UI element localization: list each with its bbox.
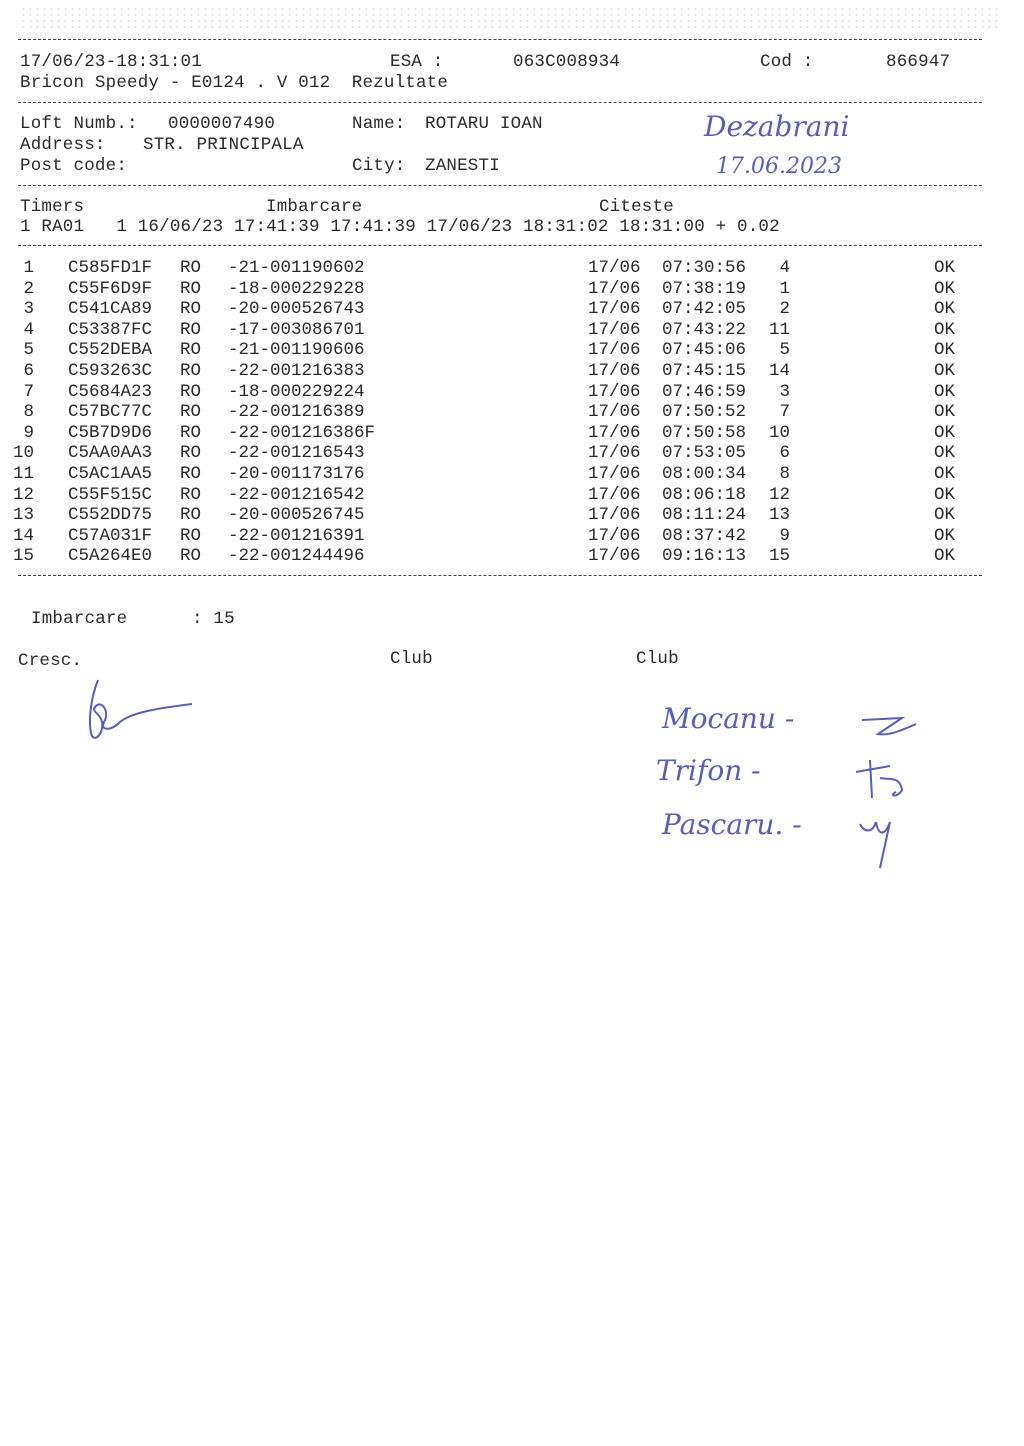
arrival-date: 17/06 [588,525,641,546]
table-row [0,505,1024,525]
device-line: Bricon Speedy - E0124 . V 012 Rezultate [20,73,449,93]
table-row [0,402,1024,422]
position: 14 [768,361,790,381]
row-number: 6 [23,361,34,381]
arrival-date: 17/06 [588,258,641,278]
status: OK [934,340,956,361]
status: OK [934,319,956,340]
row-number: 11 [12,464,34,484]
arrival-time: 07:50:58 [662,422,747,443]
country-code: RO [180,402,202,423]
ring-number: -20-001173176 [228,464,365,484]
cod-value: 866947 [886,52,951,72]
arrival-date: 17/06 [588,443,641,464]
status: OK [934,278,956,299]
ring-number: -21-001190602 [228,258,365,278]
arrival-date: 17/06 [588,464,641,484]
ring-number: -18-000229228 [228,278,365,299]
chip-id: C5B7D9D6 [68,422,153,443]
arrival-date: 17/06 [588,422,641,443]
chip-id: C585FD1F [68,258,153,278]
address-label: Address: [20,135,106,155]
arrival-time: 07:45:15 [662,361,747,381]
table-row [0,258,1024,278]
table-row [0,320,1024,340]
divider [18,185,982,186]
chip-id: C53387FC [68,319,153,340]
city-label: City: [352,156,406,176]
row-number: 4 [23,319,34,340]
city-value: ZANESTI [425,156,500,176]
imbarcare-summary-label: Imbarcare [31,609,128,629]
country-code: RO [180,278,202,299]
esa-label: ESA : [390,52,444,72]
arrival-date: 17/06 [588,402,641,423]
chip-id: C5AA0AA3 [68,443,153,464]
table-row [0,299,1024,319]
chip-id: C552DD75 [68,505,153,526]
club-signature-3: Pascaru. - [662,808,802,841]
status: OK [934,484,956,505]
position: 10 [768,422,790,443]
arrival-time: 07:46:59 [662,381,747,402]
club-signature-2: Trifon - [656,754,761,787]
status: OK [934,361,956,381]
ring-number: -20-000526745 [228,505,365,526]
position: 1 [779,278,790,299]
status: OK [934,464,956,484]
name-label: Name: [352,114,406,134]
cod-label: Cod : [760,52,814,72]
timer-line: 1 RA01 1 16/06/23 17:41:39 17:41:39 17/06/23 18:31:02 18:31:00 + 0.02 [20,217,780,237]
print-datetime: 17/06/23-18:31:01 [20,52,202,72]
ring-number: -22-001244496 [228,546,365,567]
table-row [0,443,1024,463]
row-number: 14 [12,525,34,546]
arrival-date: 17/06 [588,546,641,567]
club-signature-1: Mocanu - [662,702,795,735]
row-number: 9 [23,422,34,443]
arrival-time: 07:45:06 [662,340,747,361]
arrival-date: 17/06 [588,299,641,320]
status: OK [934,402,956,423]
arrival-date: 17/06 [588,361,641,381]
row-number: 8 [23,402,34,423]
chip-id: C5684A23 [68,381,153,402]
position: 5 [779,340,790,361]
row-number: 1 [23,258,34,278]
row-number: 12 [12,484,34,505]
scan-noise [20,6,1000,32]
arrival-date: 17/06 [588,278,641,299]
table-row [0,340,1024,360]
status: OK [934,299,956,320]
arrival-time: 08:06:18 [662,484,747,505]
arrival-time: 09:16:13 [662,546,747,567]
chip-id: C57BC77C [68,402,153,423]
country-code: RO [180,319,202,340]
country-code: RO [180,505,202,526]
country-code: RO [180,258,202,278]
table-row [0,464,1024,484]
arrival-time: 07:43:22 [662,319,747,340]
status: OK [934,443,956,464]
position: 11 [768,319,790,340]
arrival-date: 17/06 [588,340,641,361]
ring-number: -20-000526743 [228,299,365,320]
arrival-time: 08:11:24 [662,505,747,526]
table-row [0,382,1024,402]
position: 8 [779,464,790,484]
loft-value: 0000007490 [168,114,276,134]
breeder-signature [80,670,210,750]
club-label-2: Club [636,649,679,669]
divider [18,245,982,246]
club-label-1: Club [390,649,433,669]
status: OK [934,546,956,567]
row-number: 13 [12,505,34,526]
table-row [0,546,1024,566]
country-code: RO [180,525,202,546]
arrival-date: 17/06 [588,319,641,340]
chip-id: C55F515C [68,484,153,505]
position: 7 [779,402,790,423]
status: OK [934,258,956,278]
arrival-time: 07:50:52 [662,402,747,423]
position: 13 [768,505,790,526]
arrival-time: 07:53:05 [662,443,747,464]
chip-id: C55F6D9F [68,278,153,299]
ring-number: -22-001216543 [228,443,365,464]
address-value: STR. PRINCIPALA [143,135,304,155]
divider [18,575,982,576]
country-code: RO [180,340,202,361]
postcode-label: Post code: [20,156,128,176]
row-number: 10 [12,443,34,464]
table-row [0,279,1024,299]
chip-id: C57A031F [68,525,153,546]
table-row [0,485,1024,505]
arrival-date: 17/06 [588,381,641,402]
country-code: RO [180,381,202,402]
status: OK [934,381,956,402]
handwritten-word: Dezabrani [704,110,850,143]
row-number: 15 [12,546,34,567]
ring-number: -22-001216389 [228,402,365,423]
arrival-time: 08:00:34 [662,464,747,484]
status: OK [934,422,956,443]
country-code: RO [180,299,202,320]
handwritten-date: 17.06.2023 [716,154,842,179]
status: OK [934,525,956,546]
position: 4 [779,258,790,278]
chip-id: C593263C [68,361,153,381]
position: 3 [779,381,790,402]
table-row [0,526,1024,546]
table-row [0,361,1024,381]
row-number: 5 [23,340,34,361]
country-code: RO [180,546,202,567]
country-code: RO [180,361,202,381]
position: 2 [779,299,790,320]
imbarcare-header: Imbarcare [266,197,363,217]
ring-number: -22-001216383 [228,361,365,381]
chip-id: C5A264E0 [68,546,153,567]
cresc-label: Cresc. [18,651,83,671]
name-value: ROTARU IOAN [425,114,543,134]
ring-number: -22-001216542 [228,484,365,505]
position: 15 [768,546,790,567]
country-code: RO [180,464,202,484]
ring-number: -21-001190606 [228,340,365,361]
country-code: RO [180,422,202,443]
row-number: 7 [23,381,34,402]
ring-number: -17-003086701 [228,319,365,340]
status: OK [934,505,956,526]
club-initials [850,700,930,880]
imbarcare-summary-value: : 15 [192,609,235,629]
loft-label: Loft Numb.: [20,114,138,134]
ring-number: -22-001216391 [228,525,365,546]
arrival-date: 17/06 [588,505,641,526]
country-code: RO [180,484,202,505]
arrival-time: 08:37:42 [662,525,747,546]
country-code: RO [180,443,202,464]
arrival-date: 17/06 [588,484,641,505]
chip-id: C552DEBA [68,340,153,361]
arrival-time: 07:42:05 [662,299,747,320]
ring-number: -18-000229224 [228,381,365,402]
table-row [0,423,1024,443]
row-number: 3 [23,299,34,320]
position: 6 [779,443,790,464]
chip-id: C541CA89 [68,299,153,320]
chip-id: C5AC1AA5 [68,464,153,484]
position: 12 [768,484,790,505]
row-number: 2 [23,278,34,299]
arrival-time: 07:30:56 [662,258,747,278]
citeste-header: Citeste [599,197,674,217]
divider [18,102,982,103]
arrival-time: 07:38:19 [662,278,747,299]
timers-label: Timers [20,197,85,217]
ring-number: -22-001216386F [228,422,376,443]
position: 9 [779,525,790,546]
divider [18,39,982,40]
esa-value: 063C008934 [513,52,621,72]
